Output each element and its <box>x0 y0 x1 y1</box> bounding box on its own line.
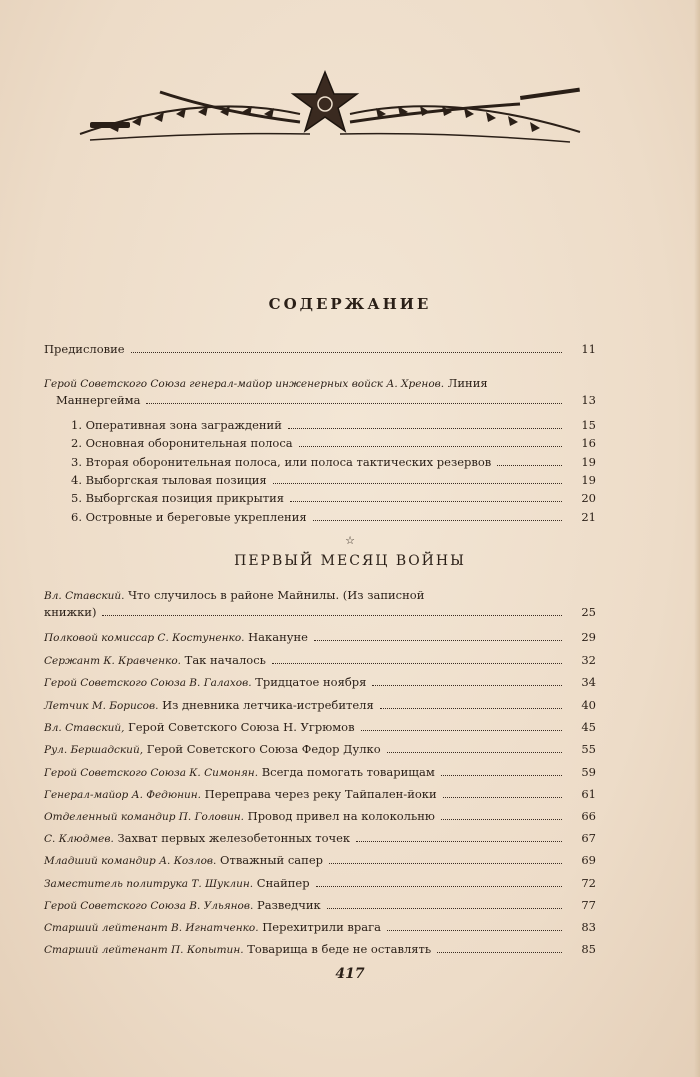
subsection-title: 5. Выборгская позиция прикрытия <box>71 491 285 505</box>
star-sabre-ornament <box>50 62 600 162</box>
dot-leader <box>441 819 562 820</box>
dot-leader <box>273 483 562 484</box>
entry-author: Рул. Бершадский, <box>44 744 144 756</box>
page-number: 19 <box>581 455 596 469</box>
toc-entry <box>44 875 596 892</box>
dot-leader <box>437 952 562 953</box>
toc-subsection <box>71 472 596 488</box>
entry-title: Линия <box>447 376 488 390</box>
subsection-title: 3. Вторая оборонительная полоса, или полоса тактических резервов <box>71 455 492 469</box>
dot-leader <box>361 730 562 731</box>
page-number: 40 <box>581 698 596 712</box>
entry-author: Герой Советского Союза генерал-майор инженерных войск А. Хренов. <box>44 378 445 390</box>
page-number: 45 <box>581 720 596 734</box>
toc-entry <box>44 897 596 914</box>
toc-entry <box>44 719 596 736</box>
entry-author: Вл. Ставский, <box>44 722 125 734</box>
entry-author: С. Клюдмев. <box>44 833 114 845</box>
page-number: 59 <box>581 765 596 779</box>
dot-leader <box>387 930 562 931</box>
page-number: 13 <box>581 393 596 407</box>
dot-leader <box>497 465 562 466</box>
page-number: 34 <box>581 675 596 689</box>
toc-entry-lead-article <box>44 375 596 408</box>
toc-entry <box>44 629 596 646</box>
subsection-title: 4. Выборгская тыловая позиция <box>71 473 267 487</box>
page-number: 16 <box>581 436 596 450</box>
dot-leader <box>316 886 562 887</box>
entry-title: Так началось <box>184 653 266 667</box>
entry-author: Старший лейтенант П. Копытин. <box>44 944 244 956</box>
dot-leader <box>131 352 562 353</box>
page-number: 32 <box>581 653 596 667</box>
dot-leader <box>356 841 562 842</box>
page-number: 66 <box>581 809 596 823</box>
page-number: 15 <box>581 418 596 432</box>
entry-title: Всегда помогать товарищам <box>261 765 435 779</box>
entry-title: Герой Советского Союза Федор Дулко <box>146 742 381 756</box>
entry-author: Заместитель политрука Т. Шуклин. <box>44 878 254 890</box>
section-heading: ПЕРВЫЙ МЕСЯЦ ВОЙНЫ <box>234 553 466 569</box>
dot-leader <box>380 708 562 709</box>
entry-author: Герой Советского Союза К. Симонян. <box>44 767 259 779</box>
page-number: 69 <box>581 853 596 867</box>
entry-title: Предисловие <box>44 342 125 356</box>
page-number: 61 <box>581 787 596 801</box>
entry-author: Отделенный командир П. Головин. <box>44 811 245 823</box>
star-icon: ☆ <box>345 534 355 547</box>
toc-entry <box>44 786 596 803</box>
entry-author: Сержант К. Кравченко. <box>44 655 181 667</box>
entry-title-continued: Маннергейма <box>56 393 141 407</box>
page-number: 72 <box>581 876 596 890</box>
toc-entry <box>44 808 596 825</box>
page-number: 83 <box>581 920 596 934</box>
entry-title-continued: книжки) <box>44 605 97 619</box>
entry-author: Старший лейтенант В. Игнатченко. <box>44 922 259 934</box>
page-number: 20 <box>581 491 596 505</box>
toc-subsection <box>71 454 596 470</box>
toc-subsection <box>71 490 596 506</box>
entry-title: Тридцатое ноября <box>255 675 367 689</box>
dot-leader <box>146 403 562 404</box>
entry-author: Полковой комиссар С. Костуненко. <box>44 632 245 644</box>
entry-title: Из дневника летчика-истребителя <box>162 698 374 712</box>
page-number: 29 <box>581 630 596 644</box>
entry-title: Отважный сапер <box>220 853 323 867</box>
toc-subsection <box>71 435 596 451</box>
toc-subsection <box>71 509 596 525</box>
toc-entry <box>44 587 596 620</box>
page-number: 77 <box>581 898 596 912</box>
dot-leader <box>102 615 562 616</box>
dot-leader <box>443 797 562 798</box>
toc-entry-preface <box>44 341 596 357</box>
dot-leader <box>372 685 562 686</box>
entry-title: Герой Советского Союза Н. Угрюмов <box>128 720 355 734</box>
entry-author: Младший командир А. Козлов. <box>44 855 217 867</box>
entry-title: Разведчик <box>257 898 321 912</box>
toc-entry <box>44 830 596 847</box>
subsection-title: 1. Оперативная зона заграждений <box>71 418 282 432</box>
toc-entry <box>44 741 596 758</box>
page-number: 11 <box>581 342 596 356</box>
dot-leader <box>327 908 562 909</box>
dot-leader <box>441 775 562 776</box>
entry-author: Генерал-майор А. Федюнин. <box>44 789 202 801</box>
subsection-title: 6. Островные и береговые укрепления <box>71 510 307 524</box>
entry-author: Вл. Ставский. <box>44 590 125 602</box>
dot-leader <box>329 863 562 864</box>
page-title: СОДЕРЖАНИЕ <box>268 295 432 313</box>
toc-subsection <box>71 417 596 433</box>
dot-leader <box>314 640 562 641</box>
entry-title: Что случилось в районе Майнилы. (Из записной <box>128 588 425 602</box>
entry-author: Летчик М. Борисов. <box>44 700 159 712</box>
page-number: 19 <box>581 473 596 487</box>
page-number: 55 <box>581 742 596 756</box>
toc-entry <box>44 852 596 869</box>
toc-entry <box>44 764 596 781</box>
dot-leader <box>313 520 562 521</box>
entry-author: Герой Советского Союза В. Ульянов. <box>44 900 254 912</box>
page-number: 21 <box>581 510 596 524</box>
entry-title: Захват первых железобетонных точек <box>117 831 351 845</box>
toc-entry <box>44 697 596 714</box>
toc-entry <box>44 919 596 936</box>
entry-title: Накануне <box>248 630 308 644</box>
page-number: 67 <box>581 831 596 845</box>
toc-entry <box>44 941 596 958</box>
entry-title: Товарища в беде не оставлять <box>247 942 432 956</box>
dot-leader <box>387 752 562 753</box>
toc-entry <box>44 674 596 691</box>
dot-leader <box>299 446 562 447</box>
entry-author: Герой Советского Союза В. Галахов. <box>44 677 252 689</box>
entry-title: Переправа через реку Тайпален-йоки <box>204 787 437 801</box>
page-number: 25 <box>581 605 596 619</box>
entry-title: Провод привел на колокольню <box>247 809 435 823</box>
dot-leader <box>290 501 562 502</box>
page-number-folio: 417 <box>335 966 365 982</box>
entry-title: Перехитрили врага <box>262 920 381 934</box>
dot-leader <box>272 663 562 664</box>
page-number: 85 <box>581 942 596 956</box>
dot-leader <box>288 428 562 429</box>
toc-entry <box>44 652 596 669</box>
subsection-title: 2. Основная оборонительная полоса <box>71 436 293 450</box>
entry-title: Снайпер <box>256 876 310 890</box>
